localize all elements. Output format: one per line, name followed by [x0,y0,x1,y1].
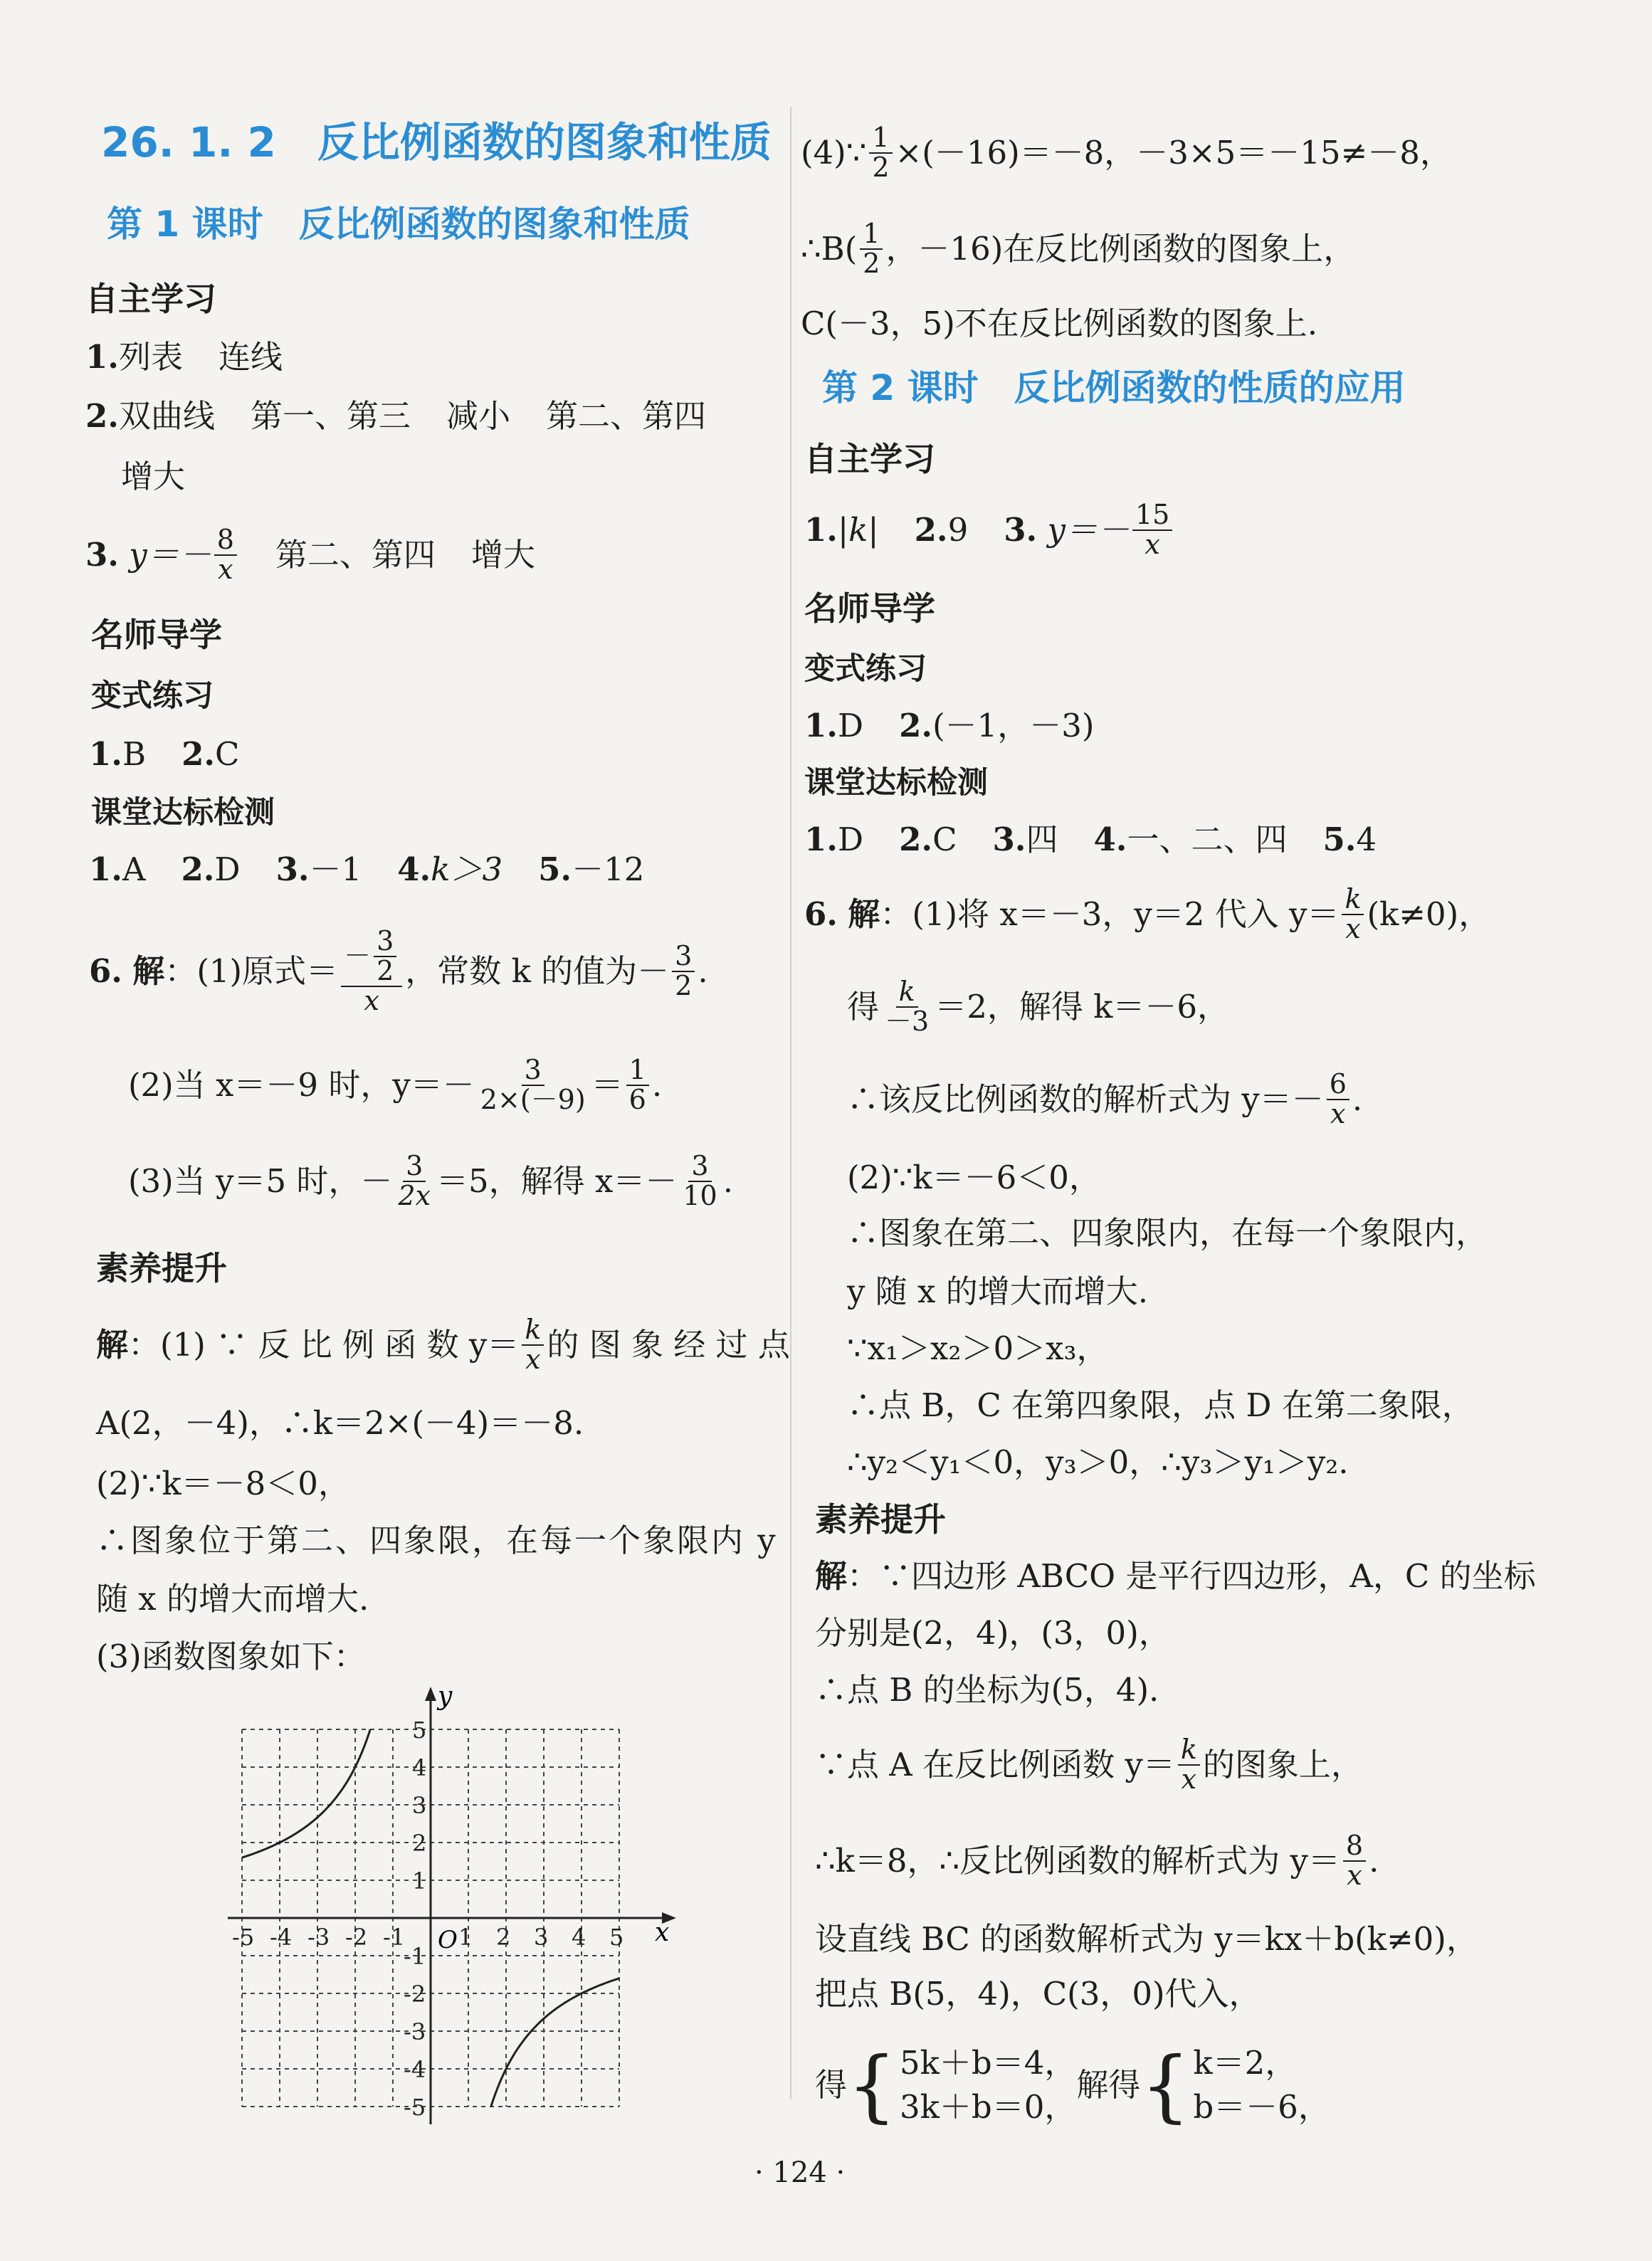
r-self-study-answers: 1. |k| 2. 9 3. y＝－ $\frac{15}{x}$ [804,495,1175,566]
q3-fraction: $\frac{8}{x}$ [214,526,237,584]
r-q6-line1: 6. 解 ：(1)将 x＝－3，y＝2 代入 y＝ $\frac{k}{x}$ (k≠0)， [804,883,1491,944]
r-line1: (4)∵ $\frac{1}{2}$ ×(－16)＝－8，－3×5＝－15≠－8， [801,122,1452,183]
k-value-fraction: $\frac{3}{2}$ [672,942,695,1001]
variant-heading: 变式练习 [91,678,214,714]
r-q6-line5: ∴图象在第二、四象限内，在每一个象限内， [847,1214,1488,1252]
q6-compound-fraction: － $\frac{3}{2}$ x [341,927,402,1016]
r-q6-line6: y 随 x 的增大而增大. [847,1272,1149,1310]
r-q6-line4: (2)∵k＝－6＜0， [847,1159,1101,1196]
q6-part3-fraction: $\frac{3}{2x}$ [398,1150,431,1211]
teacher-guide-heading: 名师导学 [91,616,222,654]
q6-part3-result: $\frac{3}{10}$ [683,1150,717,1211]
r-q6-line8: ∴点 B，C 在第四象限，点 D 在第二象限， [847,1386,1474,1424]
q6-part2-fraction: $\frac{3}{2\times(-9)}$ [480,1054,586,1115]
y-tick-label: 1 [412,1867,427,1894]
r-q6-line7: ∵x₁＞x₂＞0＞x₃， [847,1329,1109,1367]
y-tick-label: 5 [412,1717,427,1744]
lit-line6: (3)函数图象如下： [96,1638,366,1675]
x-tick-label: 3 [534,1924,549,1951]
x-tick-label: -2 [345,1924,368,1951]
r-q6-line3: ∴该反比例函数的解析式为 y＝－ $\frac{6}{x}$ . [847,1068,1363,1129]
q6-part1: 6. 解 ：(1)原式＝ － $\frac{3}{2}$ x ，常数 k 的值为－ $\frac{3}{2}$ . [89,925,708,1016]
self-study-heading: 自主学习 [85,280,216,318]
x-tick-label: 2 [496,1924,511,1951]
lesson1-title: 第 1 课时 反比例函数的图象和性质 [107,204,690,245]
classroom-heading: 课堂达标检测 [91,795,275,831]
r-lit-line7: 把点 B(5，4)，C(3，0)代入， [815,1975,1261,2013]
x-tick-label: -1 [383,1924,406,1951]
lit-line5: 随 x 的增大而增大. [96,1580,369,1618]
hyperbola-graph [206,1683,690,2124]
y-axis-arrow [425,1687,436,1701]
q2-answer: 2.双曲线 第一、第三 减小 第二、第四 [85,397,707,435]
r-variant-answers: 1.D 2.(－1，－3) [804,707,1095,744]
r-self-study-heading: 自主学习 [804,440,935,478]
q6-part2: (2)当 x＝－9 时，y＝－ $\frac{3}{2\times(-9)}$ ＝ $\frac{1}{6}$ . [128,1054,663,1115]
r-variant-heading: 变式练习 [804,651,927,687]
q1-answer: 1.列表 连线 [85,338,283,376]
origin-label: O [438,1926,458,1954]
hyperbola-branch-q4 [491,1978,619,2107]
r-line3: C(－3，5)不在反比例函数的图象上. [801,305,1318,342]
r-q6-line9: ∴y₂＜y₁＜0，y₃＞0，∴y₃＞y₁＞y₂. [847,1443,1349,1481]
x-tick-label: -4 [270,1924,293,1951]
r-lit-line4: ∵点 A 在反比例函数 y＝ $\frac{k}{x}$ 的图象上， [815,1734,1363,1795]
y-tick-label: -2 [404,1981,426,2008]
x-tick-label: -5 [232,1924,255,1951]
page-number: · 124 · [754,2156,846,2189]
y-tick-label: -1 [404,1943,426,1970]
x-tick-label: 5 [609,1924,624,1951]
x-tick-label: 4 [572,1924,586,1951]
y-tick-label: 2 [412,1830,427,1857]
x-axis-label: x [655,1918,670,1947]
r-line2: ∴B( $\frac{1}{2}$ ，－16)在反比例函数的图象上， [801,218,1356,279]
r-classroom-answers: 1.D 2.C 3.四 4.一、二、四 5.4 [804,821,1377,858]
lesson2-title: 第 2 课时 反比例函数的性质的应用 [822,367,1406,409]
r-lit-line5: ∴k＝8，∴反比例函数的解析式为 y＝ $\frac{8}{x}$ . [815,1830,1379,1891]
x-tick-label: -3 [307,1924,330,1951]
r-lit-line1: 解：∵四边形 ABCO 是平行四边形，A，C 的坐标 [815,1557,1536,1595]
r-lit-line3: ∴点 B 的坐标为(5，4). [815,1671,1159,1709]
r-classroom-heading: 课堂达标检测 [804,765,988,801]
y-tick-label: -3 [404,2018,426,2045]
hyperbola-branch-q2 [242,1729,370,1857]
r-lit-line6: 设直线 BC 的函数解析式为 y＝kx＋b(k≠0)， [815,1920,1478,1958]
classroom-answers: 1.A 2.D 3.－1 4.k＞3 5.－12 [89,850,645,888]
lit-line3: (2)∵k＝－8＜0， [96,1465,350,1502]
lit-line2: A(2，－4)，∴k＝2×(－4)＝－8. [96,1404,584,1442]
x-tick-label: 1 [458,1924,473,1951]
y-tick-label: -4 [404,2056,426,2083]
y-tick-label: 4 [412,1754,427,1781]
literacy-heading: 素养提升 [96,1249,227,1287]
q6-part2-result: $\frac{1}{6}$ [626,1056,649,1114]
r-q6-fraction1: $\frac{k}{x}$ [1342,885,1364,944]
r-lit-line8: 得 { 5k＋b＝4， 3k＋b＝0， 解得 { k＝2， b＝－6， [815,2040,1330,2131]
ss3-fraction: $\frac{15}{x}$ [1132,501,1172,559]
r-q6-fraction3: $\frac{6}{x}$ [1327,1070,1350,1129]
r-teacher-guide-heading: 名师导学 [804,589,935,628]
system-of-equations: { 5k＋b＝4， 3k＋b＝0， [847,2040,1077,2131]
r1-fraction: $\frac{1}{2}$ [869,124,892,182]
solution-system: { k＝2， b＝－6， [1140,2040,1330,2131]
q3-answer: 3. y＝－ $\frac{8}{x}$ 第二、第四 增大 [85,524,535,585]
lit-line1: 解 ：(1) ∵ 反 比 例 函 数 y＝ $\frac{k}{x}$ 的 图 象 经 过 点 [96,1314,790,1375]
section-title: 26. 1. 2 反比例函数的图象和性质 [101,118,772,167]
r-lit-fraction1: $\frac{k}{x}$ [1178,1736,1200,1794]
y-tick-label: 3 [412,1792,427,1819]
r-q6-fraction2: $\frac{k}{-3}$ [885,976,930,1037]
r-literacy-heading: 素养提升 [815,1500,946,1539]
lit-line4: ∴图象位于第二、四象限，在每一个象限内 y [96,1522,778,1559]
r2-fraction: $\frac{1}{2}$ [860,220,883,278]
variant-answers: 1.B 2.C [89,735,240,773]
q2-answer-cont: 增大 [121,458,186,495]
y-tick-label: -5 [404,2094,426,2121]
column-divider [790,107,791,2099]
r-lit-fraction2: $\frac{8}{x}$ [1343,1832,1366,1890]
q6-part3: (3)当 y＝5 时，－ $\frac{3}{2x}$ ＝5，解得 x＝－ $\frac{3}{10}$ . [128,1150,734,1211]
lit-fraction-k-x: $\frac{k}{x}$ [522,1316,544,1374]
r-lit-line2: 分别是(2，4)，(3，0)， [815,1614,1171,1652]
y-axis-label: y [438,1683,453,1711]
r-q6-line2: 得 $\frac{k}{-3}$ ＝2，解得 k＝－6， [847,976,1230,1037]
